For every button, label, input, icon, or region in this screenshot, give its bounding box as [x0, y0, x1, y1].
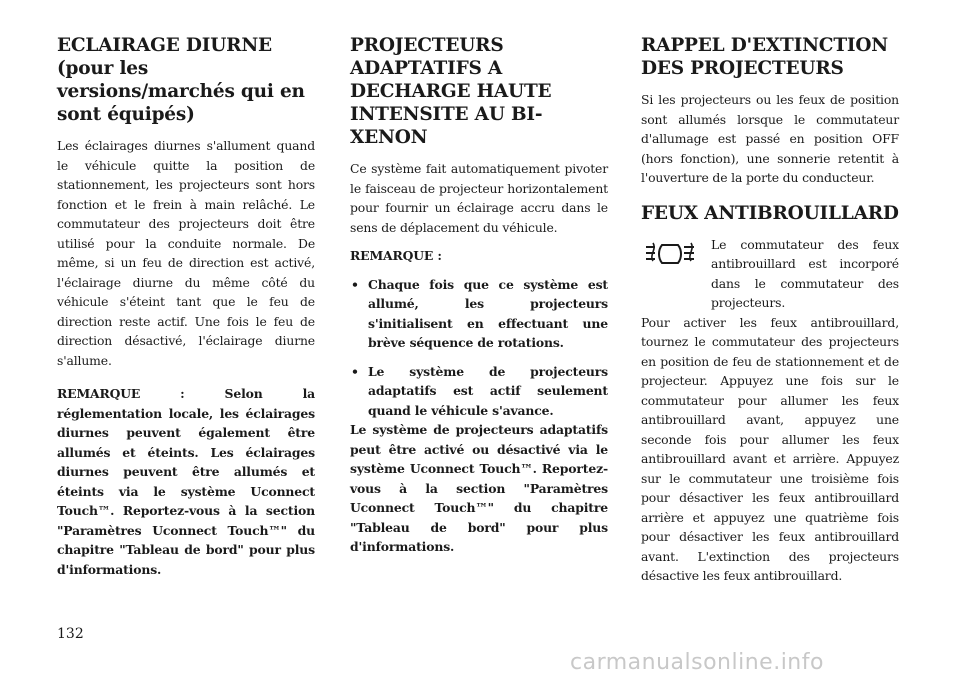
- adaptive-headlights-paragraph: Ce système fait automatiquement pivoter le faisceau de projecteur horizontalement pour fournir un éclairage accru dans le sens de déplacement du véhicule.: [350, 161, 608, 235]
- fog-lights-paragraph: Pour activer les feux antibrouillard, tournez le commutateur des projecteurs en position de feu de stationnement et de projecteur. Appuyez une fois sur le commutateur pour allumer les feux antibrouillard avant, appuyez une seconde fois pour allumer les feux antibrouillard avant et arrière. Appuyez sur le commutateur une troisième fois pour désactiver les feux antibrouillard arrière et appuyez une quatrième fois pour désactiver les feux antibrouillard avant. L'extinction des projecteurs désactive les feux antibrouillard.: [641, 314, 899, 583]
- watermark: carmanualsonline.info: [570, 650, 824, 675]
- fog-lights-block: [641, 235, 899, 313]
- section-heading-adaptive-headlights: PROJECTEURS ADAPTATIFS A DECHARGE HAUTE INTENSITE AU BI-XENON: [350, 35, 552, 148]
- list-item: • Le système de projecteurs adaptatifs est actif seulement quand le véhicule s'avance.: [350, 362, 608, 421]
- adaptive-headlights-closing: Le système de projecteurs adaptatifs peut être activé ou désactivé via le système Uconnect Touch™. Reportez-vous à la section "Paramètres Uconnect Touch™" du chapitre "Tableau de bord" pour plus d'informations.: [350, 422, 608, 554]
- note-bullet-list: [350, 275, 608, 421]
- column-left: [57, 34, 315, 588]
- headlight-reminder-paragraph: Si les projecteurs ou les feux de position sont allumés lorsque le commutateur d'allumage est passé en position OFF (hors fonction), une sonnerie retentit à l'ouverture de la porte du conducteur.: [641, 92, 899, 185]
- section-heading-headlight-reminder: RAPPEL D'EXTINCTION DES PROJECTEURS: [641, 35, 888, 79]
- column-middle: [350, 34, 608, 566]
- note-label: REMARQUE :: [350, 248, 442, 263]
- daytime-lights-paragraph: Les éclairages diurnes s'allument quand le véhicule quitte la position de stationnement, les projecteurs sont hors fonction et le frein à main relâché. Le commutateur des projecteurs doit être utilisé pour la conduite normale. De même, si un feu de direction est activé, l'éclairage diurne du même côté du véhicule s'éteint tant que le feu de direction reste actif. Une fois le feu de direction désactivé, l'éclairage diurne s'allume.: [57, 138, 315, 368]
- column-right: [641, 34, 899, 595]
- page-number: 132: [57, 626, 84, 642]
- list-item: • Chaque fois que ce système est allumé, les projecteurs s'initialisent en effectuant une brève séquence de rotations.: [350, 275, 608, 353]
- daytime-lights-note: REMARQUE : Selon la réglementation locale, les éclairages diurnes peuvent également être allumés et éteints. Les éclairages diurnes peuvent être allumés et éteints via le système Uconnect Touch™. Reportez-vous à la section "Paramètres Uconnect Touch™" du chapitre "Tableau de bord" pour plus d'informations.: [57, 386, 315, 577]
- section-heading-daytime-lights: ECLAIRAGE DIURNE (pour les versions/marchés qui en sont équipés): [57, 35, 305, 125]
- fog-lights-intro: Le commutateur des feux antibrouillard est incorporé dans le commutateur des projecteurs.: [711, 236, 899, 310]
- section-heading-fog-lights: FEUX ANTIBROUILLARD: [641, 202, 899, 224]
- fog-light-icon: [641, 241, 703, 303]
